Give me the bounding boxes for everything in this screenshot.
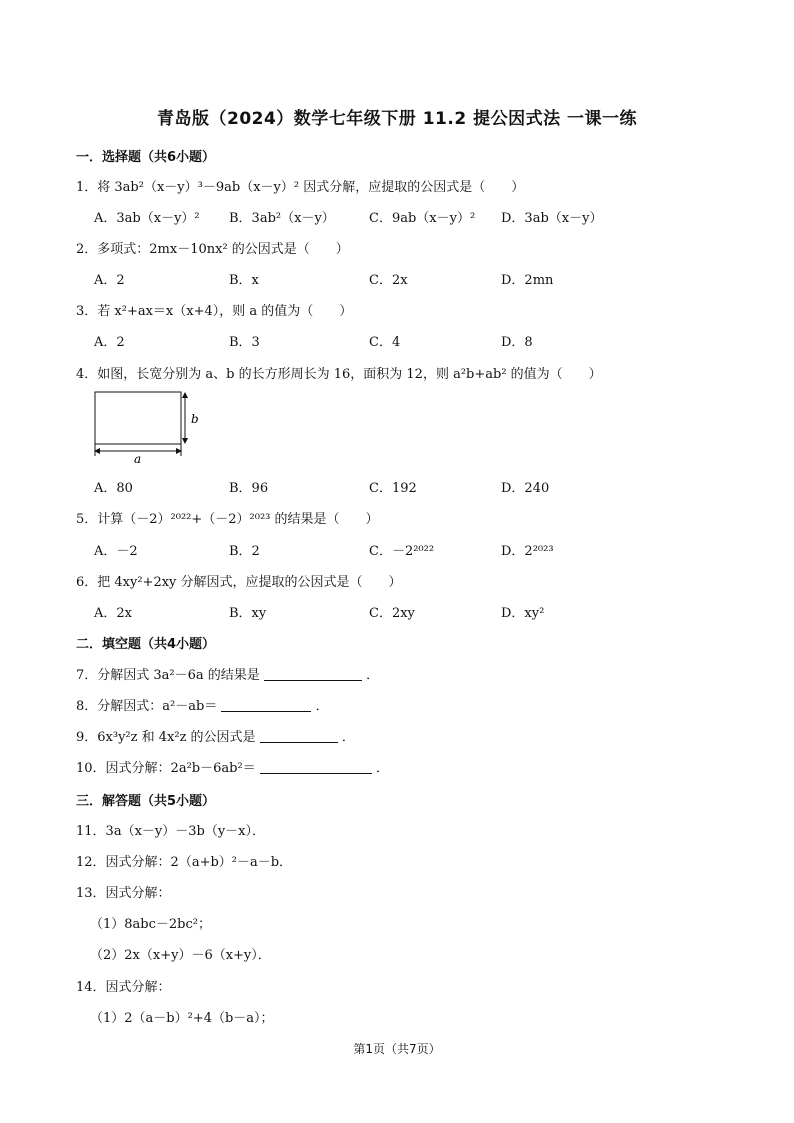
question-13-part-1: （1）8abc－2bc²； [90, 917, 211, 932]
q5-option-d: D．2²⁰²³ [501, 544, 554, 559]
q2-option-a: A．2 [94, 273, 125, 288]
answer-blank-8[interactable] [221, 699, 311, 712]
period: ． [366, 668, 380, 683]
answer-blank-9[interactable] [260, 730, 338, 743]
q3-option-b: B．3 [229, 335, 260, 350]
page-title: 青岛版（2024）数学七年级下册 11.2 提公因式法 一课一练 [156, 109, 637, 129]
label-a: a [134, 452, 142, 463]
q1-option-c: C．9ab（x－y）² [369, 211, 476, 226]
answer-blank-7[interactable] [264, 668, 362, 681]
question-12: 12．因式分解：2（a+b）²－a－b． [76, 855, 293, 870]
q3-option-c: C．4 [369, 335, 401, 350]
page-footer: 第1页（共7页） [353, 1042, 441, 1056]
question-5: 5．计算（－2）²⁰²²+（－2）²⁰²³ 的结果是（ ） [76, 512, 379, 527]
q3-option-d: D．8 [501, 335, 533, 350]
question-7 [76, 664, 379, 683]
q3-option-a: A．2 [94, 335, 125, 350]
question-13-part-2: （2）2x（x+y）－6（x+y）． [90, 948, 271, 963]
rectangle-figure [90, 388, 210, 467]
question-10 [76, 757, 389, 776]
question-8-text: 8．分解因式：a²－ab＝ [76, 699, 218, 714]
q1-option-b: B．3ab²（x－y） [229, 211, 335, 226]
q4-option-b: B．96 [229, 481, 269, 496]
q5-option-b: B．2 [229, 544, 260, 559]
q4-option-a: A．80 [94, 481, 133, 496]
question-9-text: 9．6x³y²z 和 4x²z 的公因式是 [76, 730, 256, 745]
answer-blank-10[interactable] [260, 761, 372, 774]
question-9 [76, 726, 355, 745]
q6-option-b: B．xy [229, 606, 267, 621]
q1-option-a: A．3ab（x－y）² [94, 211, 200, 226]
question-4: 4．如图，长宽分别为 a、b 的长方形周长为 16，面积为 12，则 a²b+ab² 的值为（ ） [76, 367, 602, 382]
q6-option-c: C．2xy [369, 606, 415, 621]
q6-option-d: D．xy² [501, 606, 545, 621]
q2-option-b: B．x [229, 273, 259, 288]
q4-option-c: C．192 [369, 481, 417, 496]
period: ． [341, 730, 355, 745]
question-10-text: 10．因式分解：2a²b－6ab²＝ [76, 761, 256, 776]
section-heading-fill: 二．填空题（共4小题） [76, 637, 216, 652]
question-2: 2．多项式：2mx－10nx² 的公因式是（ ） [76, 242, 349, 257]
question-11: 11．3a（x－y）－3b（y－x）． [76, 824, 266, 839]
q5-option-a: A．－2 [94, 544, 138, 559]
section-heading-choice: 一．选择题（共6小题） [76, 150, 216, 165]
question-7-text: 7．分解因式 3a²－6a 的结果是 [76, 668, 260, 683]
question-1: 1．将 3ab²（x－y）³－9ab（x－y）² 因式分解，应提取的公因式是（ ） [76, 180, 525, 195]
question-14: 14．因式分解： [76, 980, 171, 995]
q6-option-a: A．2x [94, 606, 132, 621]
question-14-part-1: （1）2（a－b）²+4（b－a）； [90, 1011, 274, 1026]
question-8 [76, 695, 329, 714]
period: ． [375, 761, 389, 776]
q2-option-d: D．2mn [501, 273, 554, 288]
q1-option-d: D．3ab（x－y） [501, 211, 603, 226]
label-b: b [191, 412, 199, 426]
question-6: 6．把 4xy²+2xy 分解因式，应提取的公因式是（ ） [76, 575, 402, 590]
section-heading-solve: 三．解答题（共5小题） [76, 794, 216, 809]
question-3: 3．若 x²+ax＝x（x+4），则 a 的值为（ ） [76, 304, 353, 319]
period: ． [315, 699, 329, 714]
q4-option-d: D．240 [501, 481, 550, 496]
q2-option-c: C．2x [369, 273, 408, 288]
question-13: 13．因式分解： [76, 886, 171, 901]
q5-option-c: C．－2²⁰²² [369, 544, 435, 559]
